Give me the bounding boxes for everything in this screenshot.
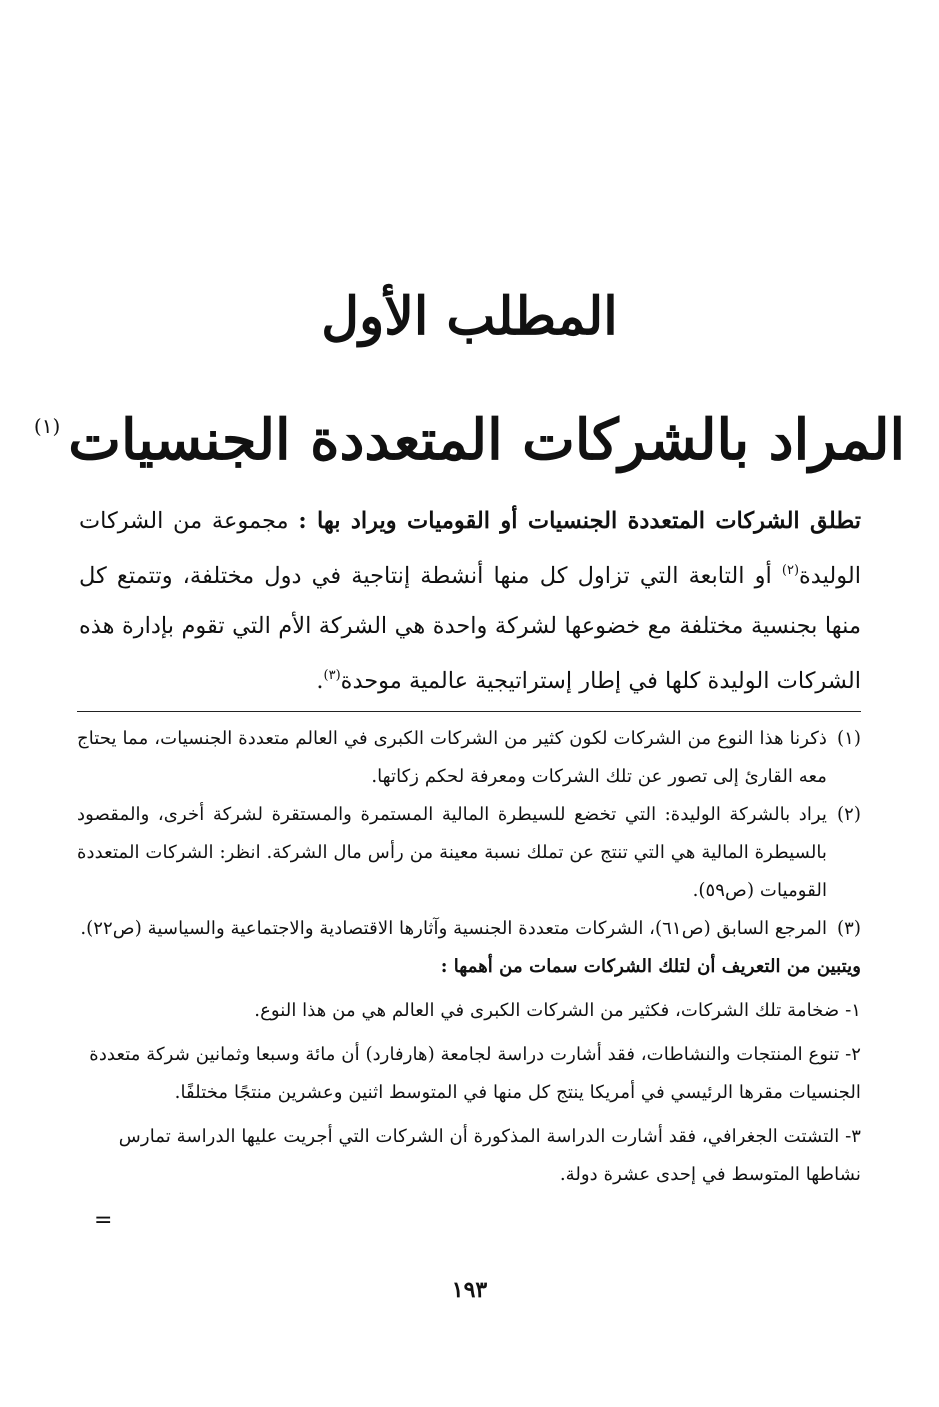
footnote-ref-2: (٢) [781, 563, 800, 578]
feature-item-2: ٢- تنوع المنتجات والنشاطات، فقد أشارت دراسة لجامعة (هارفارد) أن مائة وسبعا وثمانين شركة متعددة الجنسيات مقرها الرئيسي في أمريكا ينتج كل منها في المتوسط اثنين وعشرين منتجًا مختلفًا. [89, 1044, 861, 1103]
feature-item-3: ٣- التشتت الجغرافي، فقد أشارت الدراسة المذكورة أن الشركات التي أجريت عليها الدراسة تمارس نشاطها المتوسط في إحدى عشرة دولة. [118, 1126, 861, 1185]
footnote-separator [77, 711, 861, 712]
chapter-title: المطلب الأول [321, 286, 618, 347]
body-lead: تطلق الشركات المتعددة الجنسيات أو القوميات ويراد بها : [298, 508, 861, 534]
footnotes-section [77, 720, 861, 1194]
page-number: ١٩٣ [451, 1277, 488, 1303]
footnote-number: (١) [837, 728, 861, 749]
footnote-number: (٢) [837, 804, 861, 825]
features-heading: ويتبين من التعريف أن لتلك الشركات سمات من أهمها : [440, 956, 861, 977]
section-title-footnote-ref: (١) [33, 414, 61, 438]
body-paragraph [79, 496, 861, 706]
section-title-text: المراد بالشركات المتعددة الجنسيات [68, 407, 906, 473]
footnote-text: يراد بالشركة الوليدة: التي تخضع للسيطرة المالية المستمرة والمستقرة لشركة أخرى، والمقصود بالسيطرة المالية هي التي تنتج عن تملك نسبة معينة من رأس مال الشركة. انظر: الشركات المتعددة القوميات (ص٥٩). [77, 804, 827, 901]
body-text-1: مجموعة من الشركات الوليدة [79, 508, 861, 589]
footnote-text: ذكرنا هذا النوع من الشركات لكون كثير من الشركات الكبرى في العالم متعددة الجنسيات، مما يحتاج معه القارئ إلى تصور عن تلك الشركات ومعرفة لحكم زكاتها. [77, 728, 827, 787]
section-title [0, 386, 939, 480]
footnote-text: المرجع السابق (ص٦١)، الشركات متعددة الجنسية وآثارها الاقتصادية والاجتماعية والسياسية (ص٢٢). [80, 918, 827, 939]
body-text-3: . [316, 668, 324, 694]
body-text-2: أو التابعة التي تزاول كل منها أنشطة إنتاجية في دول مختلفة، وتتمتع كل منها بجنسية مختلفة مع خضوعها لشركة واحدة هي الشركة الأم التي تقوم بإدارة هذه الشركات الوليدة كلها في إطار إستراتيجية عالمية موحدة [79, 563, 861, 694]
footnote-2 [77, 796, 861, 910]
continuation-mark: = [94, 1208, 113, 1233]
footnote-3 [77, 910, 861, 948]
footnote-ref-3: (٣) [323, 668, 341, 683]
feature-item-1: ١- ضخامة تلك الشركات، فكثير من الشركات الكبرى في العالم هي من هذا النوع. [254, 1000, 861, 1021]
footnote-1 [77, 720, 861, 796]
footnote-number: (٣) [837, 918, 861, 939]
